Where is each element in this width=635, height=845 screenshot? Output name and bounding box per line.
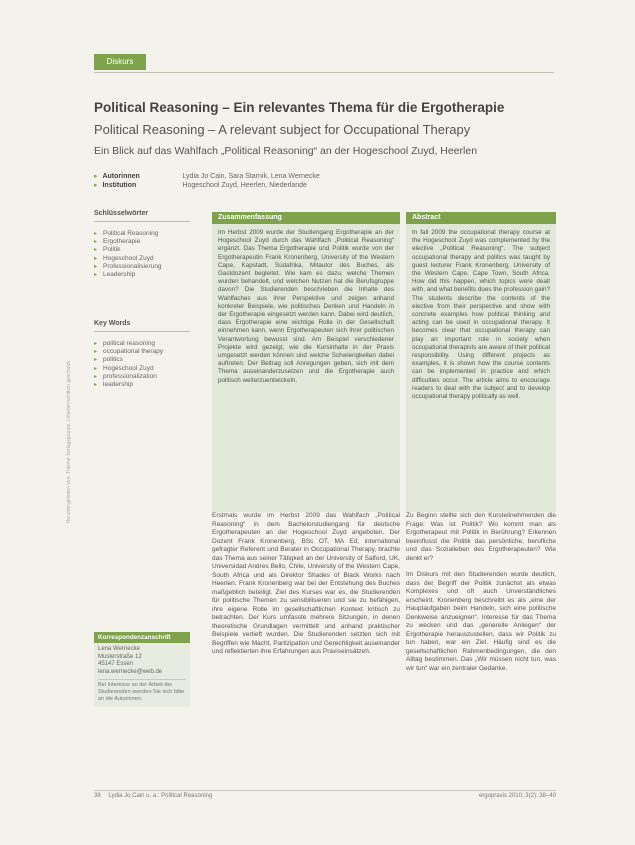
keyword-item: ▸ Hogeschool Zuyd bbox=[94, 365, 190, 373]
divider bbox=[94, 331, 190, 332]
title-german: Political Reasoning – Ein relevantes Thema für die Ergotherapie bbox=[94, 100, 505, 115]
authors-row bbox=[94, 172, 554, 181]
keyword-item: ▸ professionalization bbox=[94, 373, 190, 381]
contact-line: Musterstraße 12 bbox=[98, 653, 142, 660]
abstract-en-heading: Abstract bbox=[406, 212, 556, 224]
contact-line: 45147 Essen bbox=[98, 661, 134, 668]
header-rule bbox=[94, 72, 554, 73]
keywords-en-block bbox=[94, 320, 190, 389]
margin-note bbox=[66, 360, 74, 790]
margin-note-text: Heruntergeladen von: Thieme Verlagsgruppe. Urheberrechtlich geschützt. bbox=[66, 360, 72, 524]
section-tag: Diskurs bbox=[94, 54, 146, 70]
body-column-right bbox=[406, 512, 556, 784]
keywords-en-heading: Key Words bbox=[94, 320, 131, 327]
page-number: 38 bbox=[94, 793, 101, 799]
contact-heading: Korrespondenzanschrift bbox=[94, 632, 190, 643]
contact-email[interactable]: lena.wernecke@web.de bbox=[98, 668, 163, 675]
keyword-item: ▸ Hogeschool Zuyd bbox=[94, 255, 190, 263]
body-column-left: Erstmals wurde im Herbst 2009 das Wahlfach „Political Reasoning“ in dem Bachelorstudiengang für deutsche Ergotherapeuten an der Hogeschool Zuyd angeboten. Der Dozent Frank Kronenberg, BSc OT, MA Ed, international gefragter Referent und Berater in Occupational Therapy, brachte das Thema aus seiner Tätigkeit an der University of Salford, UK, Universidad Andres Bello, Chile, University of the Western Cape, South Africa und als Direktor Shades of Black Works nach Heerlen. Frank Kronenberg war bei der Entstehung des Buches maßgeblich beteiligt. Ziel des Kurses war es, die Studierenden für politische Themen zu sensibilisieren und sie zu befähigen, ihre eigene Rolle im gesellschaftlichen Kontext kritisch zu betrachten. Der Kurs umfasste mehrere Sitzungen, in denen theoretische Grundlagen vermittelt und anhand praktischer Beispiele vertieft wurden. Die Studierenden setzten sich mit Begriffen wie Macht, Partizipation und Gerechtigkeit auseinander und reflektierten ihre Erfahrungen aus Praxiseinsätzen. bbox=[212, 512, 400, 655]
contact-box bbox=[94, 632, 190, 707]
keyword-item: ▸ occupational therapy bbox=[94, 348, 190, 356]
contact-note: Bei Interesse an der Arbeit der Studierenden wenden Sie sich bitte an die Autorinnen. bbox=[98, 682, 185, 703]
keywords-de-heading: Schlüsselwörter bbox=[94, 210, 149, 217]
authors-value: Lydia Jo Cain, Sara Starnik, Lena Wernecke bbox=[182, 173, 320, 180]
body-paragraph: Im Diskurs mit den Studierenden wurde deutlich, dass der Begriff der Politik zunächst als etwas Komplexes und oft auch Unverständliches erscheint. Kronenberg beschreibt es als „eine der Hauptaufgaben beim Handeln, sich eine politische Denkweise anzueignen“. Interesse für das Thema zu wecken und das „generelle Anliegen“ der Ergotherapie herauszustellen, dass wir Politik zu tun haben, war ein Ziel. Häufig sind es die gesellschaftlichen Rahmenbedingungen, die den Alltag bestimmen. Das „Wir müssen nicht tun, was wir tun“ war ein zentraler Gedanke. bbox=[406, 571, 556, 672]
title-english: Political Reasoning – A relevant subject for Occupational Therapy bbox=[94, 122, 471, 137]
abstract-de-text: Im Herbst 2009 wurde der Studiengang Ergotherapie an der Hogeschool Zuyd durch das Wahlfach „Political Reasoning“ ergänzt. Das Thema Ergotherapie und Politik wurde von der Ergotherapeutin Frank Kronenberg, University of the Western Cape, Kapstadt, Südafrika, Mitautor des Buches, als Gastdozent begleitet. Wie kam es dazu, welche Themen wurden behandelt, und welchen Nutzen hat die Berufsgruppe davon? Die Studierenden beschrieben die Inhalte des Wahlfaches aus ihrer Perspektive und zeigen anhand konkreter Beispiele, wie politisches Denken und Handeln in der Ergotherapie eingesetzt werden kann. Dabei wird deutlich, dass Ergotherapie eine wichtige Rolle in der Gesellschaft einnehmen kann, wenn Ergotherapeuten sich ihrer politischen Verantwortung bewusst sind. Am Beispiel verschiedener Projekte wird gezeigt, wie die Kursinhalte in der Praxis umgesetzt werden können und welche Schwierigkeiten dabei auftreten. Der Beitrag soll Anregungen geben, sich mit dem Thema auseinanderzusetzen und die Ergotherapie auch politisch weiterzuentwickeln. bbox=[218, 229, 394, 384]
subtitle: Ein Blick auf das Wahlfach „Political Reasoning“ an der Hogeschool Zuyd, Heerlen bbox=[94, 145, 478, 157]
keywords-de-list bbox=[94, 230, 190, 279]
footer-rule bbox=[94, 790, 556, 791]
footer-left bbox=[94, 793, 212, 799]
footer-right: ergopraxis 2010; 3(2): 38–40 bbox=[478, 793, 556, 799]
institution-value: Hogeschool Zuyd, Heerlen, Niederlande bbox=[182, 182, 307, 189]
keyword-item: ▸ Leadership bbox=[94, 271, 190, 279]
meta-block bbox=[94, 172, 554, 190]
keyword-item: ▸ Ergotherapie bbox=[94, 238, 190, 246]
bullet-icon: ▸ bbox=[94, 173, 98, 180]
abstract-de-box bbox=[212, 212, 400, 512]
abstract-de-heading: Zusammenfassung bbox=[212, 212, 400, 224]
keyword-item: ▸ Professionalisierung bbox=[94, 263, 190, 271]
contact-line: Lena Wernecke bbox=[98, 646, 140, 652]
abstract-en-box bbox=[406, 212, 556, 512]
keyword-item: ▸ Political Reasoning bbox=[94, 230, 190, 238]
body-paragraph: Zu Beginn stellte sich den Kursteilnehmenden die Frage: Was ist Politik? Wo kommt man als Ergotherapeut mit Politik in Berührung? Erkennen beeinflusst die Politik das persönliche, berufliche und das Sozialleben des Ergotherapeuten? Wie denkt er? bbox=[406, 512, 556, 562]
keyword-item: ▸ leadership bbox=[94, 381, 190, 389]
abstract-en-text: In fall 2009 the occupational therapy course at the Hogeschool Zuyd was complemented by the elective „Political Reasoning“. The subject occupational therapy and politics was taught by guest lecturer Frank Kronenberg, University of the Western Cape, Cape Town, South Africa. How did this happen, which topics were dealt with, and what benefits does the profession gain? The students describe the contents of the elective from their perspective and show with concrete examples how political thinking and acting can be used in occupational therapy. It becomes clear that occupational therapy can play an important role in society when occupational therapists are aware of their political responsibility. Using different projects as examples, it is shown how the course contents can be implemented in practice and which difficulties occur. The article aims to encourage readers to deal with the subject and to develop occupational therapy politically as well. bbox=[412, 229, 550, 401]
bullet-icon: ▸ bbox=[94, 182, 98, 189]
authors-label: Autorinnen bbox=[102, 173, 140, 180]
keyword-item: ▸ politics bbox=[94, 356, 190, 364]
keyword-item: ▸ political reasoning bbox=[94, 340, 190, 348]
divider bbox=[94, 221, 190, 222]
institution-label: Institution bbox=[102, 182, 137, 189]
institution-row bbox=[94, 181, 554, 190]
contact-address bbox=[94, 643, 190, 679]
keyword-item: ▸ Politik bbox=[94, 246, 190, 254]
footer-citation: Lydia Jo Cain u. a.: Political Reasoning bbox=[108, 793, 213, 799]
keywords-en-list bbox=[94, 340, 190, 389]
keywords-de-block bbox=[94, 210, 190, 279]
